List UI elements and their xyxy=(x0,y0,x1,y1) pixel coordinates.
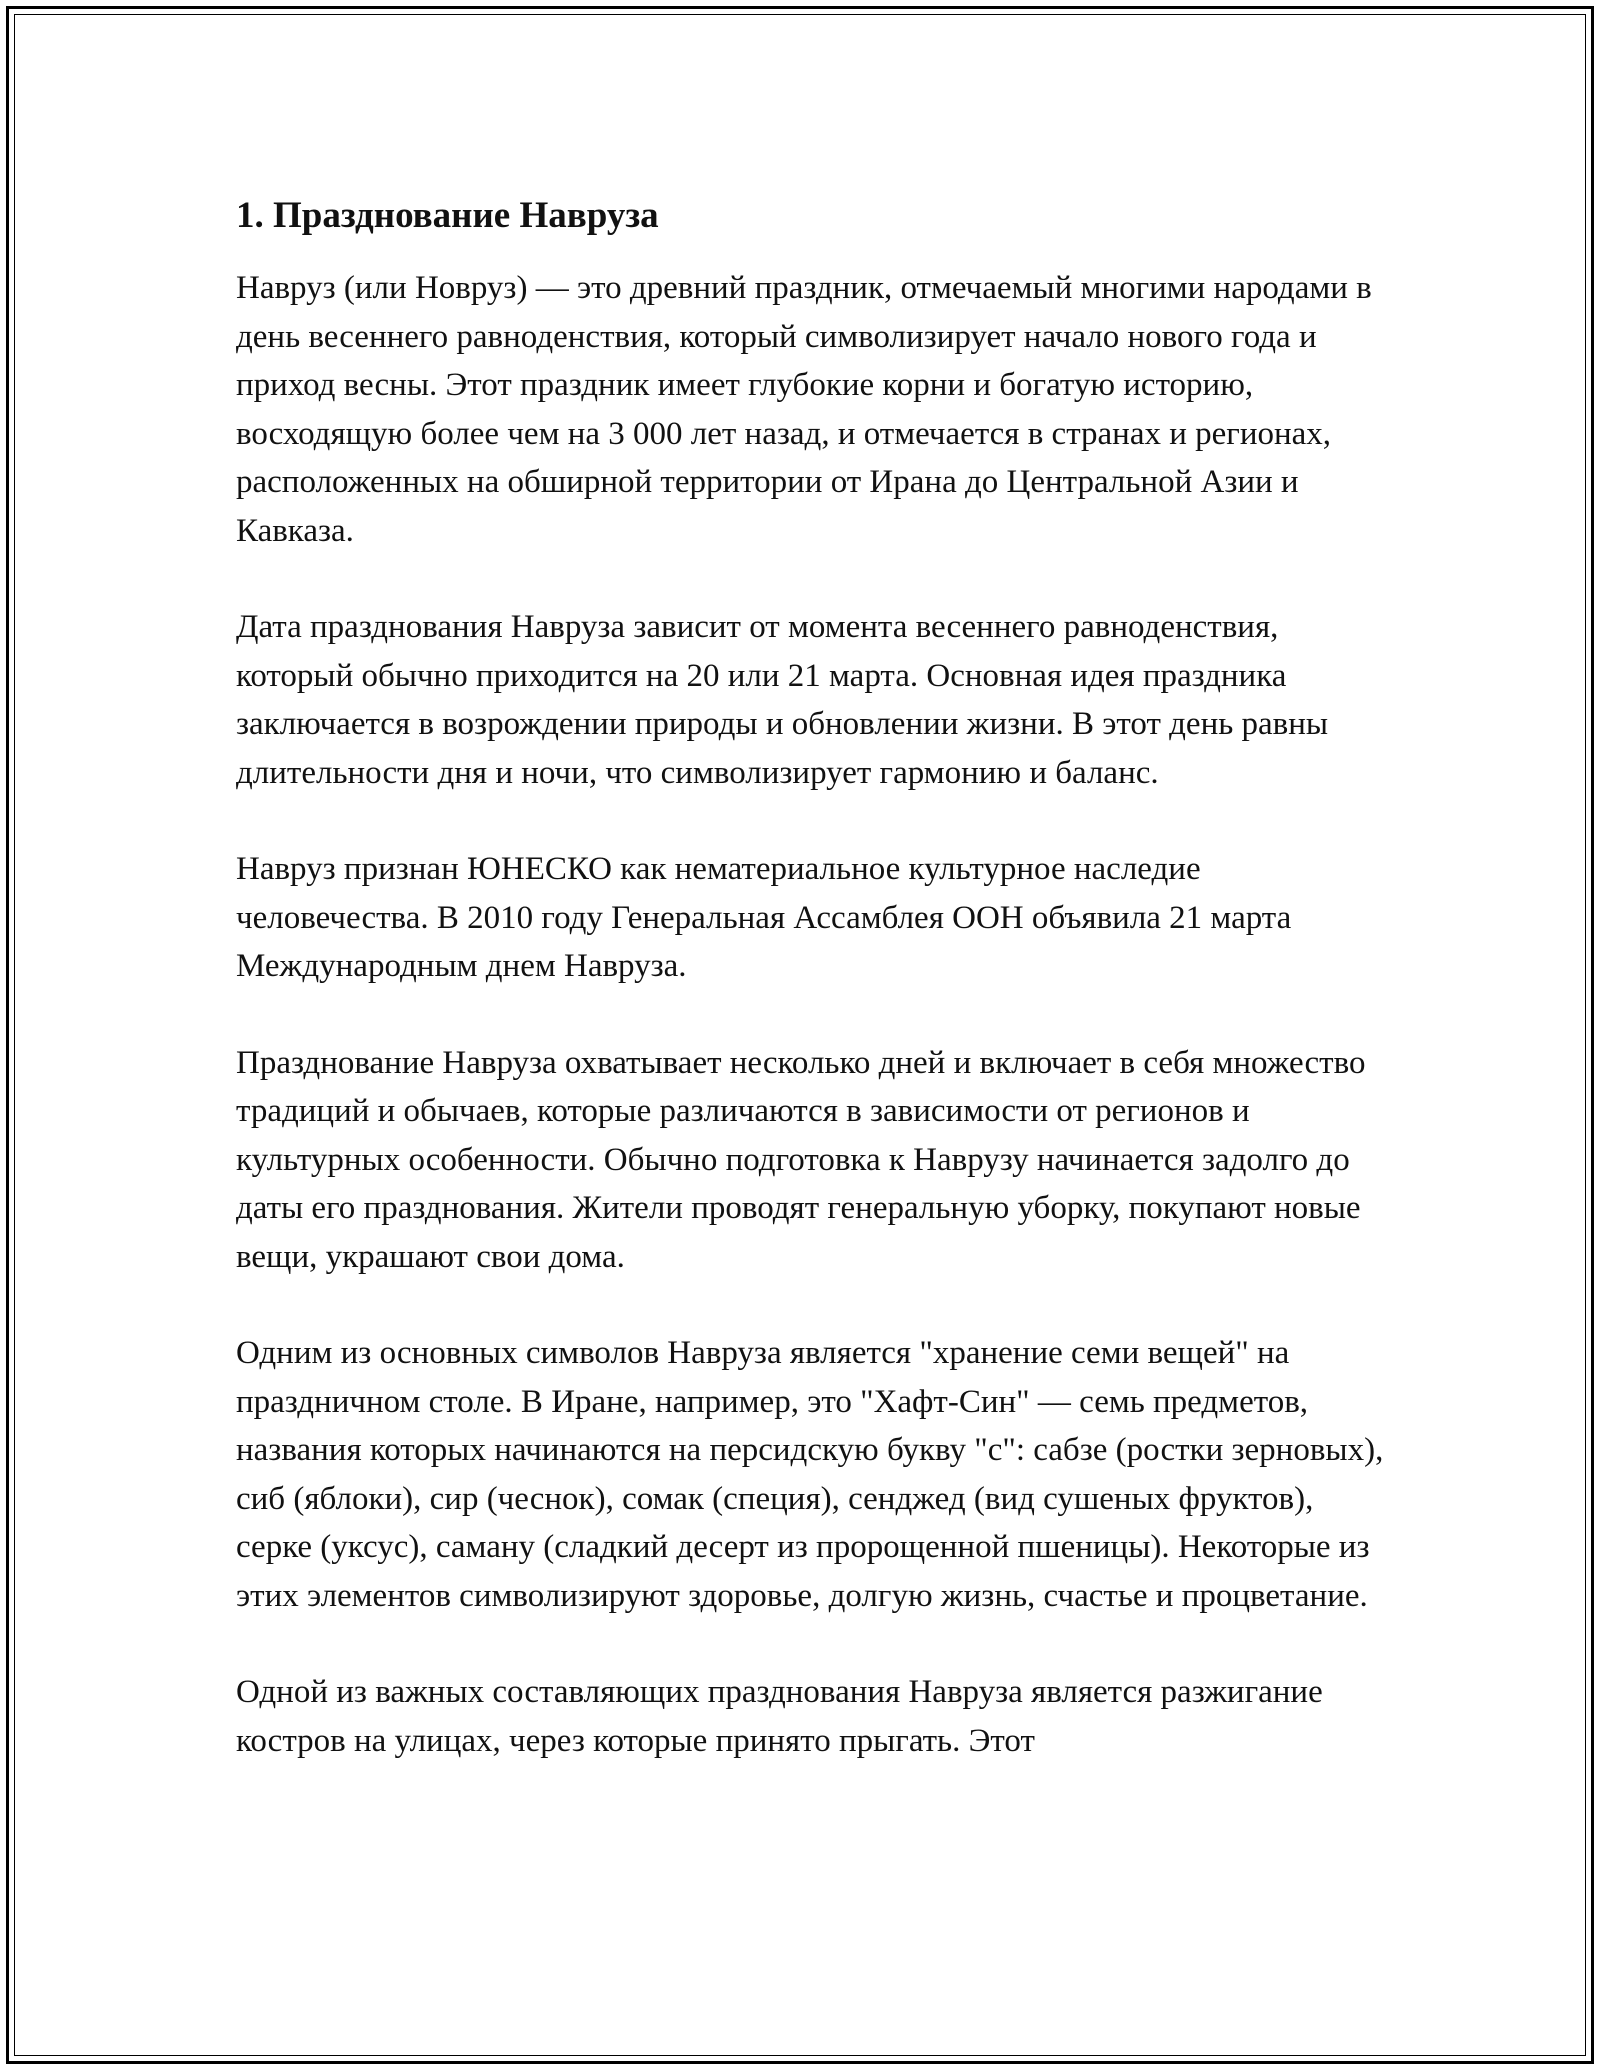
paragraph-unesco: Навруз признан ЮНЕСКО как нематериальное культурное наследие человечества. В 2010 году Генеральная Ассамблея ООН объявила 21 марта Международным днем Навруза. xyxy=(236,851,1292,984)
paragraph-bonfires: Одной из важных составляющих празднования Навруза является разжигание костров на улицах, через которые принято прыгать. Этот xyxy=(236,1674,1323,1759)
paragraph-traditions: Празднование Навруза охватывает несколько дней и включает в себя множество традиций и обычаев, которые различаются в зависимости от регионов и культурных особенности. Обычно подготовка к Наврузу начинается задолго до даты его празднования. Жители проводят генеральную уборку, покупают новые вещи, украшают свои дома. xyxy=(236,1044,1366,1275)
paragraph-date: Дата празднования Навруза зависит от момента весеннего равноденствия, который обычно приходится на 20 или 21 марта. Основная идея праздника заключается в возрождении природы и обновлении жизни. В этот день равны длительности дня и ночи, что символизирует гармонию и баланс. xyxy=(236,609,1329,791)
section-title: 1. Празднование Навруза xyxy=(236,195,659,236)
paragraph-intro: Навруз (или Новруз) — это древний праздник, отмечаемый многими народами в день весеннего равноденствия, который символизирует начало нового года и приход весны. Этот праздник имеет глубокие корни и богатую историю, восходящую более чем на 3 000 лет назад, и отмечается в странах и регионах, расположенных на обширной территории от Ирана до Центральной Азии и Кавказа. xyxy=(236,270,1372,549)
document-body xyxy=(236,190,1386,1813)
paragraph-haft-sin: Одним из основных символов Навруза является "хранение семи вещей" на праздничном столе. В Иране, например, это "Хафт-Син" — семь предметов, названия которых начинаются на персидскую букву "с": сабзе (ростки зерновых), сиб (яблоки), сир (чеснок), сомак (специя), сенджед (вид сушеных фруктов), серке (уксус), саману (сладкий десерт из пророщенной пшеницы). Некоторые из этих элементов символизируют здоровье, долгую жизнь, счастье и процветание. xyxy=(236,1335,1384,1614)
